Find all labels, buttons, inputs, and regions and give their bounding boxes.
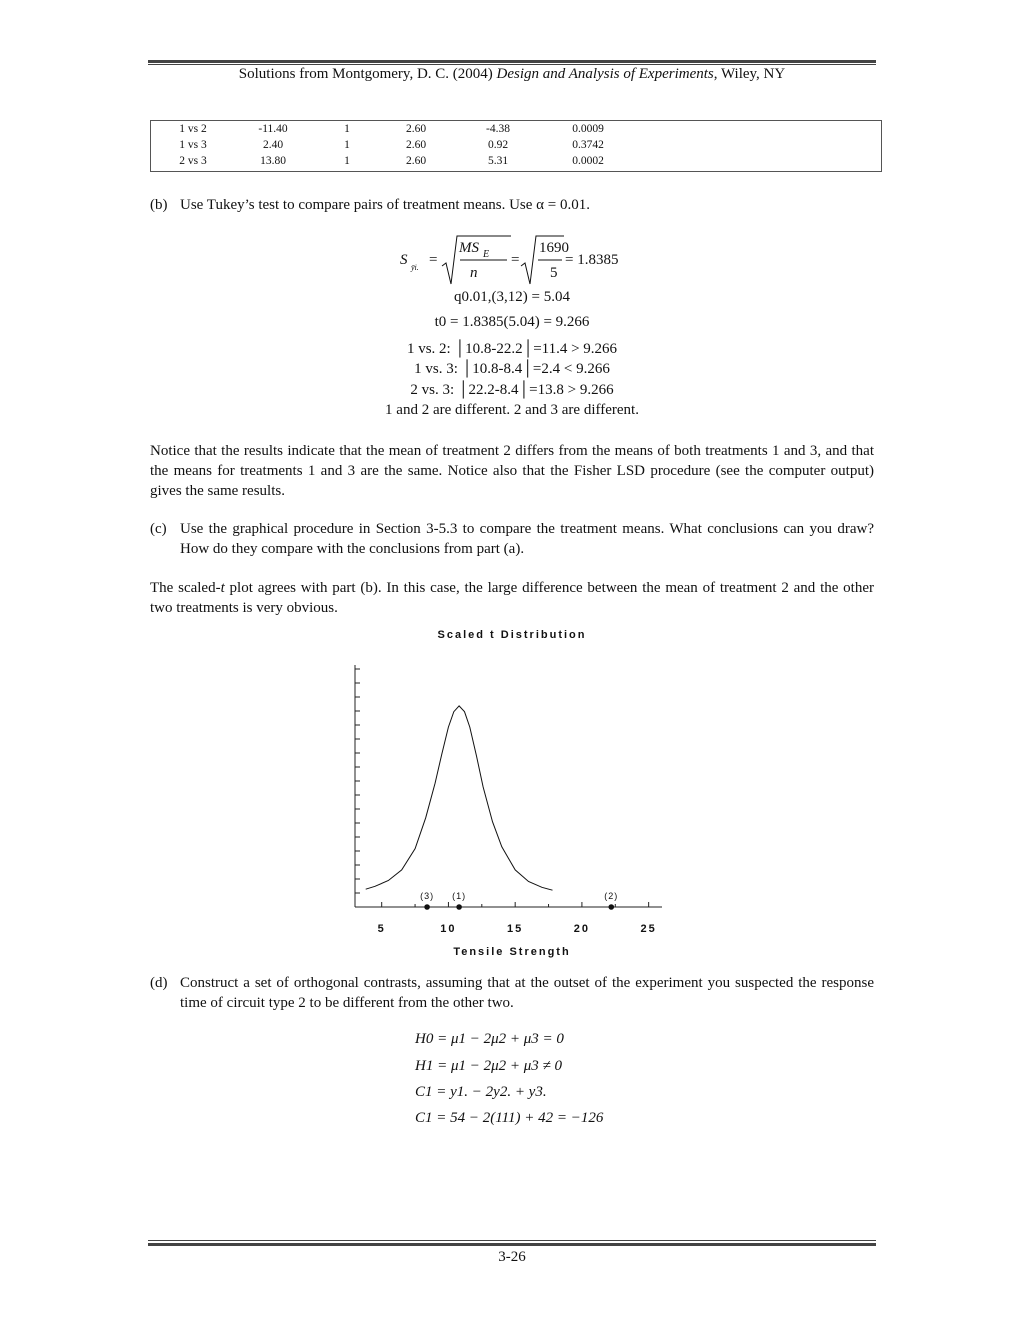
output-cell: 1 vs 3 (179, 139, 207, 151)
tukey-conclusion: 1 and 2 are different. 2 and 3 are different. (385, 402, 639, 418)
s-label: S (400, 252, 408, 268)
computer-output-box (150, 120, 882, 172)
output-cell: 1 (344, 123, 350, 135)
den-5: 5 (550, 265, 558, 281)
scaled-t-paragraph (150, 578, 874, 618)
part-d-text: Construct a set of orthogonal contrasts, assuming that at the outset of the experiment you suspected the response time of circuit type 2 to be different from the other two. (180, 975, 874, 1011)
notice-paragraph: Notice that the results indicate that the mean of treatment 2 differs from the means of both treatments 1 and 3, and that the means for treatments 1 and 3 are the same. Notice also that the Fisher LSD procedure (see the computer output) gives the same results. (150, 443, 874, 499)
header-prefix: Solutions from Montgomery, D. C. (2004) (238, 66, 497, 82)
output-row (151, 123, 881, 139)
x-tick-label: 20 (573, 923, 591, 935)
equals-sign: = (429, 252, 438, 268)
chart-title: Scaled t Distribution (437, 629, 587, 641)
comparison-2-vs-3: 2 vs. 3: │22.2-8.4│=13.8 > 9.266 (410, 382, 614, 398)
treatment-mean-label: (1) (452, 891, 467, 901)
x-tick-label: 15 (507, 923, 524, 935)
part-b-text: Use Tukey’s test to compare pairs of treatment means. Use α = 0.01. (180, 197, 590, 213)
output-cell: -11.40 (258, 123, 288, 135)
header-book-title: Design and Analysis of Experiments (496, 66, 714, 82)
output-cell: 2.60 (405, 123, 427, 135)
part-c-text: Use the graphical procedure in Section 3-5.3 to compare the treatment means. What conclusions can you draw? How do they compare with the conclusions from part (a). (180, 521, 874, 557)
part-c-question (150, 519, 874, 559)
footer-rule-bottom (148, 1243, 876, 1246)
output-cell: 2 vs 3 (179, 155, 207, 167)
scaled-t-pre: The scaled- (150, 580, 221, 596)
treatment-mean-label: (2) (604, 891, 619, 901)
output-cell: 0.0009 (572, 123, 604, 135)
output-cell: 1 vs 2 (179, 123, 207, 135)
comparison-1-vs-2: 1 vs. 2: │10.8-22.2│=11.4 > 9.266 (406, 341, 618, 357)
treatment-mean-label: (3) (420, 891, 435, 901)
ms-numerator: MS (459, 240, 479, 256)
treatment-mean-point (424, 904, 430, 910)
output-cell: 2.60 (405, 139, 427, 151)
contrast-c1-value: C1 = 54 − 2(111) + 42 = −126 (415, 1110, 604, 1126)
s-result: = 1.8385 (565, 252, 619, 268)
running-header (148, 66, 876, 83)
treatment-mean-point (456, 904, 462, 910)
t0-line: t0 = 1.8385(5.04) = 9.266 (434, 314, 590, 330)
part-b-question (150, 195, 874, 215)
x-tick-label: 5 (377, 923, 386, 935)
s-subscript: ȳi. (411, 263, 419, 272)
comparison-1-vs-3: 1 vs. 3: │10.8-8.4│=2.4 < 9.266 (414, 361, 610, 377)
header-rule-bottom (148, 64, 876, 65)
output-row (151, 139, 881, 155)
page-number: 3-26 (498, 1249, 526, 1265)
part-d-label: (d) (150, 975, 168, 991)
output-cell: 0.0002 (572, 155, 604, 167)
footer-rule-top (148, 1240, 876, 1241)
header-suffix: , Wiley, NY (713, 66, 786, 82)
contrast-h1: H1 = μ1 − 2μ2 + μ3 ≠ 0 (415, 1058, 563, 1074)
scaled-t-italic-t: t (220, 580, 225, 596)
equals-sign: = (511, 252, 520, 268)
output-cell: 1 (344, 155, 350, 167)
std-error-formula (396, 232, 636, 288)
output-cell: 0.92 (487, 139, 509, 151)
output-cell: 1 (344, 139, 350, 151)
part-c-label: (c) (150, 521, 167, 537)
output-cell: 2.60 (405, 155, 427, 167)
output-cell: 0.3742 (572, 139, 604, 151)
contrast-c1-definition: C1 = y1. − 2y2. + y3. (415, 1084, 547, 1100)
output-cell: 5.31 (487, 155, 509, 167)
output-cell: 13.80 (260, 155, 286, 167)
num-1690: 1690 (539, 240, 569, 256)
output-cell: 2.40 (262, 139, 284, 151)
chart-x-axis-label: Tensile Strength (453, 946, 571, 958)
contrast-h0: H0 = μ1 − 2μ2 + μ3 = 0 (415, 1031, 564, 1047)
scaled-t-post: plot agrees with part (b). In this case, the large difference between the mean of treatment 2 and the other two treatments is very obvious. (150, 580, 875, 616)
x-tick-label: 10 (440, 923, 457, 935)
q-statistic-line: q0.01,(3,12) = 5.04 (454, 289, 570, 305)
x-tick-label: 25 (640, 923, 657, 935)
output-row (151, 155, 881, 171)
part-d-question (150, 973, 874, 1013)
treatment-mean-point (608, 904, 614, 910)
scaled-t-chart (330, 650, 690, 970)
output-cell: -4.38 (486, 123, 510, 135)
part-b-label: (b) (150, 197, 168, 213)
header-rule-top (148, 60, 876, 63)
ms-subscript-e: E (483, 249, 490, 260)
scaled-t-curve (366, 706, 553, 890)
n-denominator: n (470, 265, 478, 281)
